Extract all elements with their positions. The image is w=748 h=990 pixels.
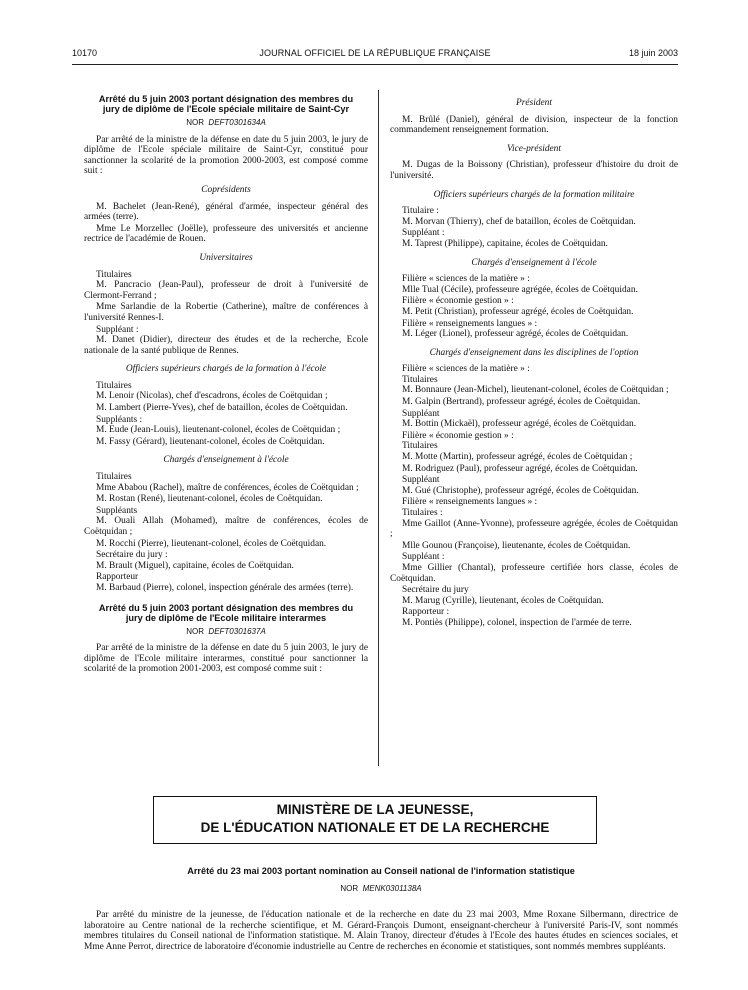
- member-entry: M. Dugas de la Boissony (Christian), professeur d'histoire du droit de l'université.: [390, 160, 678, 181]
- secretaire-label: Secrétaire du jury: [402, 585, 469, 596]
- vice-president-heading: Vice-président: [507, 143, 561, 154]
- member-entry: M. Marug (Cyrille), lieutenant, écoles de Coëtquidan.: [402, 595, 604, 606]
- page-header: [72, 48, 678, 62]
- article2-intro: Par arrêté de la ministre de la défense en date du 5 juin 2003, le jury de diplôme de l'Ecole militaire interarmes, constitué pour sanctionner la scolarité de la promotion 2001-2003, est composé comme suit :: [84, 643, 368, 675]
- member-entry: M. Morvan (Thierry), chef de bataillon, écoles de Coëtquidan.: [402, 216, 636, 227]
- article1-intro: Par arrêté de la ministre de la défense en date du 5 juin 2003, le jury de diplôme de l'Ecole spéciale militaire de Saint-Cyr, constitué pour sanctionner la scolarité de la promotion 2000-2003, est composé comme suit :: [84, 134, 368, 177]
- journal-title: JOURNAL OFFICIEL DE LA RÉPUBLIQUE FRANÇAISE: [259, 48, 491, 58]
- filiere-label: Filière « renseignements langues » :: [402, 497, 538, 508]
- president-heading: Président: [516, 98, 552, 108]
- titulaires-label: Titulaires: [402, 374, 438, 385]
- member-entry: Mme Gillier (Chantal), professeure certifiée hors classe, écoles de Coëtquidan.: [390, 562, 678, 584]
- filiere-label: Filière « économie gestion » :: [402, 430, 514, 441]
- member-entry: M. Galpin (Bertrand), professeur agrégé, écoles de Coëtquidan.: [402, 397, 641, 408]
- member-entry: M. Fassy (Gérard), lieutenant-colonel, écoles de Coëtquidan.: [96, 436, 325, 447]
- charges-option-heading: Chargés d'enseignement dans les disciplines de l'option: [429, 347, 639, 358]
- suppleant-label: Suppléant :: [402, 552, 445, 563]
- article3-body: Par arrêté du ministre de la jeunesse, de l'éducation nationale et de la recherche en date du 23 mai 2003, Mme Roxane Silbermann, directrice de laboratoire au Centre national de la recherche scientifique, et M. Gérard-François Dumont, enseignant-chercheur à l'université Paris-IV, sont nommés membres titulaires du Conseil national de l'information statistique. M. Alain Tranoy, directeur d'études à l'Ecole des hautes études en sciences sociales, et Mme Anne Perrot, directrice de laboratoire d'économie industrielle au Centre de recherches en économie et statistiques, sont nommés membres suppléants.: [84, 910, 678, 952]
- member-entry: M. Pontiès (Philippe), colonel, inspection de l'armée de terre.: [402, 617, 632, 628]
- member-entry: M. Motte (Martin), professeur agrégé, écoles de Coëtquidan ;: [402, 452, 633, 463]
- member-entry: M. Lambert (Pierre-Yves), chef de bataillon, écoles de Coëtquidan.: [96, 403, 348, 414]
- titulaire-label: Titulaire :: [402, 206, 439, 217]
- member-entry: M. Rodriguez (Paul), professeur agrégé, écoles de Coëtquidan.: [402, 463, 638, 474]
- filiere-label: Filière « sciences de la matière » :: [402, 274, 530, 285]
- member-entry: M. Bachelet (Jean-René), général d'armée, inspecteur général des armées (terre).: [84, 201, 368, 223]
- charges-ecole-heading: Chargés d'enseignement à l'école: [471, 257, 597, 268]
- secretaire-label: Secrétaire du jury :: [96, 550, 168, 561]
- suppleant-label: Suppléant :: [96, 324, 139, 335]
- member-entry: M. Gué (Christophe), professeur agrégé, écoles de Coëtquidan.: [402, 485, 639, 496]
- filiere-label: Filière « économie gestion » :: [402, 296, 514, 307]
- officiers-formation-heading: Officiers supérieurs chargés de la formation militaire: [433, 189, 635, 200]
- member-entry: M. Rostan (René), lieutenant-colonel, écoles de Coëtquidan.: [96, 494, 323, 505]
- member-entry: M. Brault (Miguel), capitaine, écoles de Coëtquidan.: [96, 560, 294, 571]
- article1-nor: NOR DEFT0301634A: [186, 118, 266, 127]
- column-separator: [378, 90, 379, 766]
- page-number: 10170: [72, 48, 98, 58]
- member-entry: Mlle Gounou (Françoise), lieutenante, écoles de Coëtquidan.: [402, 540, 631, 551]
- rapporteur-label: Rapporteur :: [402, 607, 450, 618]
- titulaires-label: Titulaires: [96, 380, 132, 391]
- member-entry: Mme Sarlandie de la Robertie (Catherine), maître de conférences à l'université Rennes-I.: [84, 302, 368, 323]
- suppleant-label: Suppléant: [402, 475, 440, 486]
- article2-title: Arrêté du 5 juin 2003 portant désignation des membres du jury de diplôme de l'Ecole militaire interarmes: [98, 602, 354, 623]
- issue-date: 18 juin 2003: [628, 48, 678, 58]
- member-entry: M. Bonnaure (Jean-Michel), lieutenant-colonel, écoles de Coëtquidan ;: [402, 385, 669, 396]
- article2-nor-code: DEFT0301637A: [208, 626, 266, 636]
- member-entry: M. Brûlé (Daniel), général de division, inspecteur de la fonction commandement renseignement formation.: [390, 114, 678, 136]
- titulaires-label: Titulaires: [402, 441, 438, 452]
- member-entry: M. Ouali Allah (Mohamed), maître de conférences, écoles de Coëtquidan ;: [84, 516, 368, 537]
- member-entry: M. Petit (Christian), professeur agrégé, écoles de Coëtquidan.: [402, 306, 634, 317]
- member-entry: Mme Gaillot (Anne-Yvonne), professeure agrégée, écoles de Coëtquidan ;: [390, 518, 678, 540]
- article3-title: Arrêté du 23 mai 2003 portant nomination au Conseil national de l'information statistique: [187, 866, 575, 876]
- member-entry: M. Lenoir (Nicolas), chef d'escadrons, écoles de Coëtquidan ;: [96, 391, 328, 402]
- filiere-label: Filière « renseignements langues » :: [402, 318, 538, 329]
- member-entry: Mme Le Morzellec (Joëlle), professeure des universités et ancienne rectrice de l'académie de Rouen.: [84, 223, 368, 245]
- titulaires-label: Titulaires :: [402, 508, 443, 518]
- suppleants-label: Suppléants :: [96, 414, 143, 425]
- titulaires-label: Titulaires: [96, 269, 132, 280]
- rapporteur-label: Rapporteur: [96, 572, 139, 583]
- member-entry: M. Bottin (Mickaël), professeur agrégé, écoles de Coëtquidan.: [402, 419, 637, 430]
- titulaires-label: Titulaires: [96, 472, 132, 483]
- member-entry: M. Taprest (Philippe), capitaine, écoles de Coëtquidan.: [402, 238, 608, 249]
- member-entry: M. Danet (Didier), directeur des études et de la recherche, Ecole nationale de la santé publique de Rennes.: [84, 335, 368, 356]
- charges-heading: Chargés d'enseignement à l'école: [163, 455, 289, 466]
- header-rule: [72, 64, 678, 65]
- filiere-label: Filière « sciences de la matière » :: [402, 364, 530, 375]
- member-entry: M. Léger (Lionel), professeur agrégé, écoles de Coëtquidan.: [402, 329, 629, 340]
- member-entry: M. Barbaud (Pierre), colonel, inspection générale des armées (terre).: [96, 582, 354, 593]
- article3-nor-code: MENK0301138A: [362, 884, 422, 893]
- ministry-banner: [153, 796, 597, 844]
- article2-nor: NOR DEFT0301637A: [186, 626, 266, 636]
- universitaires-heading: Universitaires: [199, 252, 253, 263]
- member-entry: M. Eude (Jean-Louis), lieutenant-colonel, écoles de Coëtquidan ;: [96, 425, 341, 436]
- left-column: [84, 94, 368, 675]
- suppleant-label: Suppléant :: [402, 228, 445, 239]
- article3-nor: NOR MENK0301138A: [340, 884, 422, 893]
- ministry-line-2: DE L'ÉDUCATION NATIONALE ET DE LA RECHERCHE: [200, 820, 550, 835]
- article1-nor-code: DEFT0301634A: [208, 118, 266, 127]
- suppleant-label: Suppléant: [402, 408, 440, 419]
- member-entry: Mme Ababou (Rachel), maître de conférences, écoles de Coëtquidan ;: [96, 482, 359, 493]
- officiers-heading: Officiers supérieurs chargés de la formation à l'école: [125, 364, 327, 375]
- ministry-line-1: MINISTÈRE DE LA JEUNESSE,: [276, 802, 474, 817]
- member-entry: M. Pancracio (Jean-Paul), professeur de droit à l'université de Clermont-Ferrand ;: [84, 280, 368, 301]
- suppleants-label: Suppléants: [96, 505, 138, 516]
- member-entry: M. Rocchi (Pierre), lieutenant-colonel, écoles de Coëtquidan.: [96, 538, 327, 549]
- right-column: [390, 94, 678, 630]
- member-entry: Mlle Tual (Cécile), professeure agrégée, écoles de Coëtquidan.: [402, 284, 638, 295]
- article1-title: Arrêté du 5 juin 2003 portant désignation des membres du jury de diplôme de l'Ecole spéciale militaire de Saint-Cyr: [98, 94, 354, 114]
- copresidents-heading: Coprésidents: [201, 184, 251, 195]
